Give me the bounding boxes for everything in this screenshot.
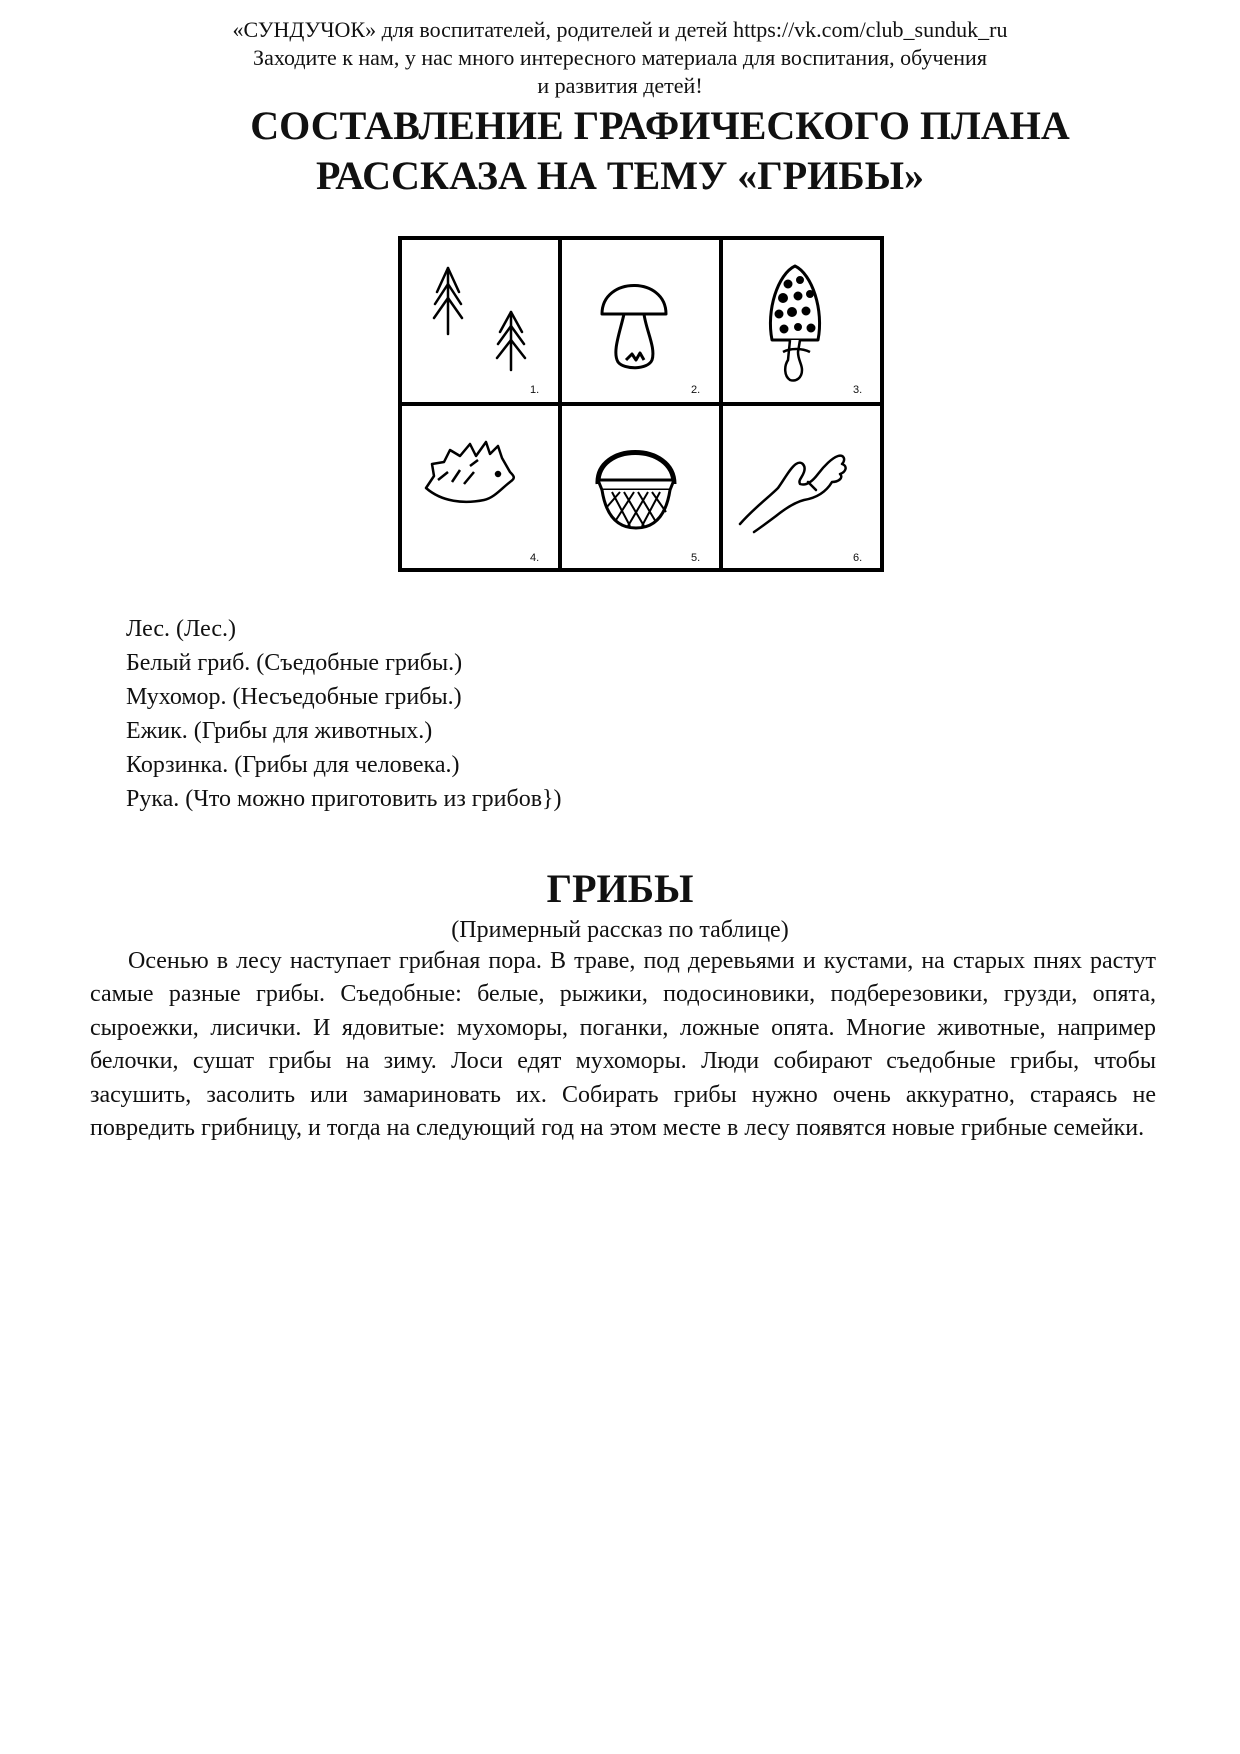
plan-item: Белый гриб. (Съедобные грибы.) (126, 650, 463, 676)
header-line-1: «СУНДУЧОК» для воспитателей, родителей и детей https://vk.com/club_sunduk_ru (232, 17, 1008, 42)
cell-label-1: 1. (530, 384, 540, 396)
cell-label-2: 2. (691, 384, 701, 396)
graphic-plan-grid (398, 236, 884, 572)
plan-item: Лес. (Лес.) (126, 616, 237, 642)
story-title: ГРИБЫ (546, 866, 694, 911)
cell-label-3: 3. (853, 384, 863, 396)
story-text: Осенью в лесу наступает грибная пора. В траве, под деревьями и кустами, на старых пнях растут самые разные грибы. Съедобные: белые, рыжики, подосиновики, подберезовики, грузди, опята, сыроежки, лисички. И ядовитые: мухоморы, поганки, ложные опята. Многие животные, например белочки, сушат грибы на зиму. Лоси едят мухоморы. Люди собирают съедобные грибы, чтобы засушить, засолить или замариновать их. Собирать грибы нужно очень аккуратно, стараясь не повредить грибницу, и тогда на следующий год на этом месте в лесу появятся новые грибные семейки. (90, 948, 1156, 1142)
header-line-3: и развития детей! (537, 73, 703, 98)
grid-frame (398, 236, 884, 572)
plan-item: Корзинка. (Грибы для человека.) (126, 752, 460, 778)
cell-label-5: 5. (691, 552, 701, 564)
cell-label-4: 4. (530, 552, 540, 564)
plan-item: Мухомор. (Несъедобные грибы.) (126, 684, 462, 710)
cell-label-6: 6. (853, 552, 863, 564)
story-subtitle: (Примерный рассказ по таблице) (451, 917, 789, 943)
plan-item: Ежик. (Грибы для животных.) (126, 718, 433, 744)
plan-list (126, 612, 562, 816)
header-line-2: Заходите к нам, у нас много интересного материала для воспитания, обучения (253, 45, 987, 70)
page-title-line-2: РАССКАЗА НА ТЕМУ «ГРИБЫ» (315, 153, 925, 198)
plan-item: Рука. (Что можно приготовить из грибов}) (126, 786, 562, 812)
page-title-line-1: СОСТАВЛЕНИЕ ГРАФИЧЕСКОГО ПЛАНА (250, 103, 1070, 148)
